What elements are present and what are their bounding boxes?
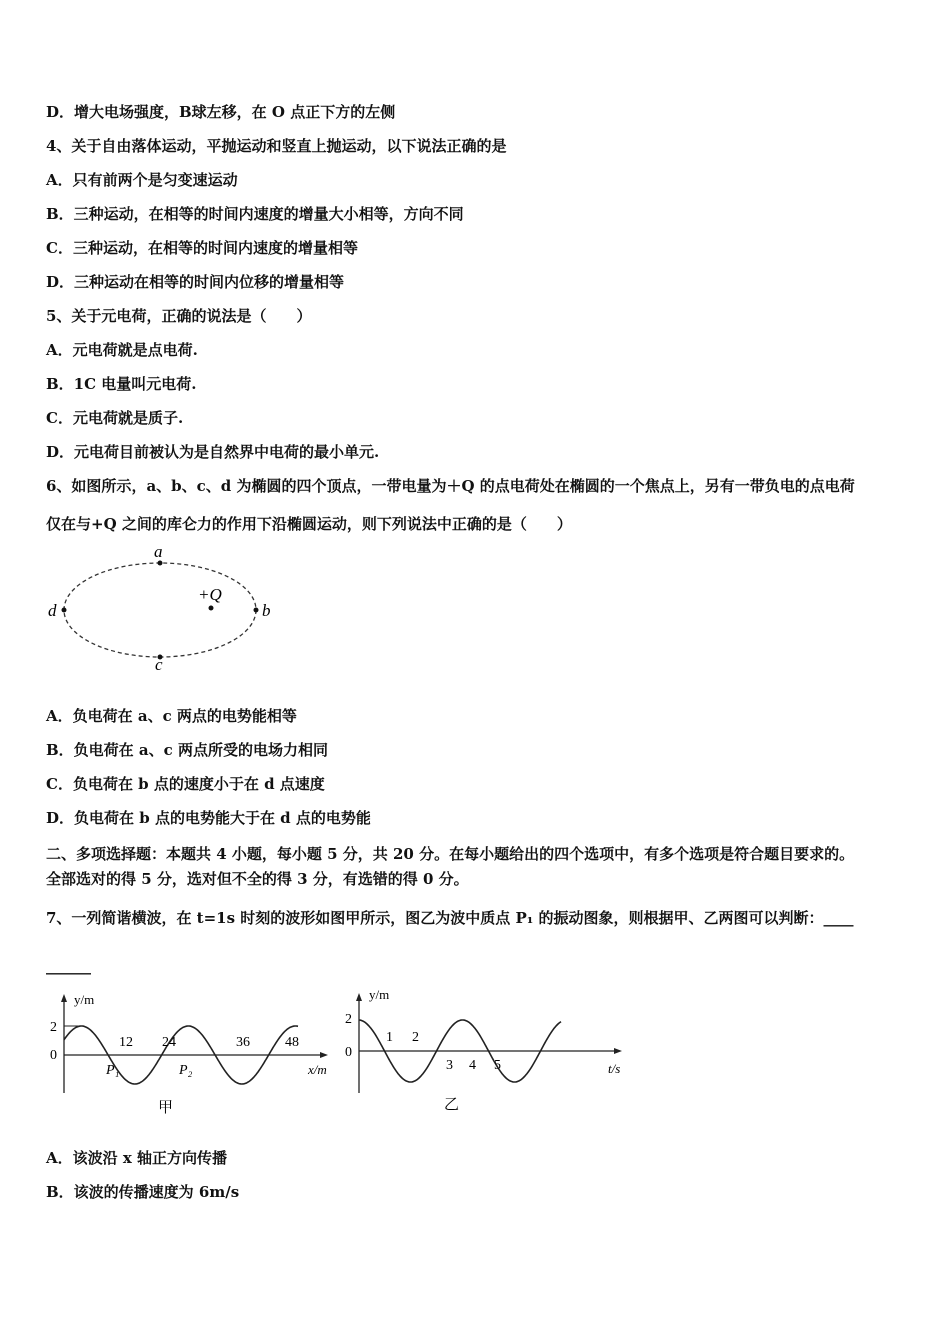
point-b [254,608,259,613]
amp-label-yi: 2 [345,1012,352,1027]
q5-option-d: D．元电荷目前被认为是自然界中电荷的最小单元. [46,443,380,461]
q4-option-c: C．三种运动，在相等的时间内速度的增量相等 [46,239,358,257]
q5-option-b: B．1C 电量叫元电荷. [46,375,197,393]
ylabel-yi: y/m [369,987,390,1002]
q6-option-c: C．负电荷在 b 点的速度小于在 d 点速度 [46,775,325,793]
origin-jia: 0 [50,1048,57,1063]
caption-yi: 乙 [444,1097,460,1113]
q4-option-d: D．三种运动在相等的时间内位移的增量相等 [46,273,345,291]
q4-option-a: A．只有前两个是匀变速运动 [46,171,238,189]
xlabel-jia: x/m [308,1062,327,1077]
q5-option-a: A．元电荷就是点电荷. [46,341,198,359]
q5-option-c: C．元电荷就是质子. [46,409,184,427]
point-a [158,561,163,566]
q7-blank-continuation: ______ [46,957,91,975]
section-2-heading: 二、多项选择题：本题共 4 小题，每小题 5 分，共 20 分。在每小题给出的四个选项中，有多个选项是符合题目要求的。 [46,845,855,863]
label-a: a [154,542,163,561]
xlabel-yi: t/s [608,1061,621,1076]
point-p1: P₁ [106,1063,120,1078]
tick-2: 2 [412,1030,419,1045]
wave-figure-jia [40,988,340,1118]
q6-stem-line2: 仅在与+Q 之间的库仑力的作用下沿椭圆运动，则下列说法中正确的是（ ） [46,515,572,533]
charge-point [209,606,214,611]
tick-3: 3 [446,1058,453,1073]
ellipse-orbit [64,563,256,657]
point-d [62,608,67,613]
tick-1: 1 [386,1030,393,1045]
point-p2: P₂ [179,1063,193,1078]
amp-label-jia: 2 [50,1020,57,1035]
wave-figure-yi [338,985,638,1115]
caption-jia: 甲 [158,1100,174,1116]
ylabel-jia: y/m [74,992,95,1007]
q7-stem: 7、一列简谐横波，在 t=1s 时刻的波形如图甲所示，图乙为波中质点 P₁ 的振动图象，则根据甲、乙两图可以判断：____ [46,909,854,927]
q7-option-a: A．该波沿 x 轴正方向传播 [46,1149,228,1167]
q6-option-b: B．负电荷在 a、c 两点所受的电场力相同 [46,741,328,759]
label-b: b [262,601,271,620]
tick-48: 48 [285,1035,299,1050]
q5-stem: 5、关于元电荷，正确的说法是（ ） [46,307,312,325]
tick-36: 36 [236,1035,250,1050]
q3-option-d: D．增大电场强度，B球左移，在 O 点正下方的左侧 [46,103,396,121]
ellipse-figure [40,540,280,670]
origin-yi: 0 [345,1045,352,1060]
section-2-scoring: 全部选对的得 5 分，选对但不全的得 3 分，有选错的得 0 分。 [46,870,469,888]
label-c: c [155,655,163,670]
q6-option-a: A．负电荷在 a、c 两点的电势能相等 [46,707,297,725]
q7-option-b: B．该波的传播速度为 6m/s [46,1183,240,1201]
tick-24: 24 [162,1035,176,1050]
q6-stem-line1: 6、如图所示，a、b、c、d 为椭圆的四个顶点，一带电量为＋Q 的点电荷处在椭圆的一个焦点上，另有一带负电的点电荷 [46,477,855,495]
q4-option-b: B．三种运动，在相等的时间内速度的增量大小相等，方向不同 [46,205,464,223]
tick-4: 4 [469,1058,476,1073]
tick-12: 12 [119,1035,133,1050]
q4-stem: 4、关于自由落体运动，平抛运动和竖直上抛运动，以下说法正确的是 [46,137,507,155]
label-charge: +Q [198,585,222,604]
q6-option-d: D．负电荷在 b 点的电势能大于在 d 点的电势能 [46,809,371,827]
tick-5: 5 [494,1058,501,1073]
label-d: d [48,601,57,620]
